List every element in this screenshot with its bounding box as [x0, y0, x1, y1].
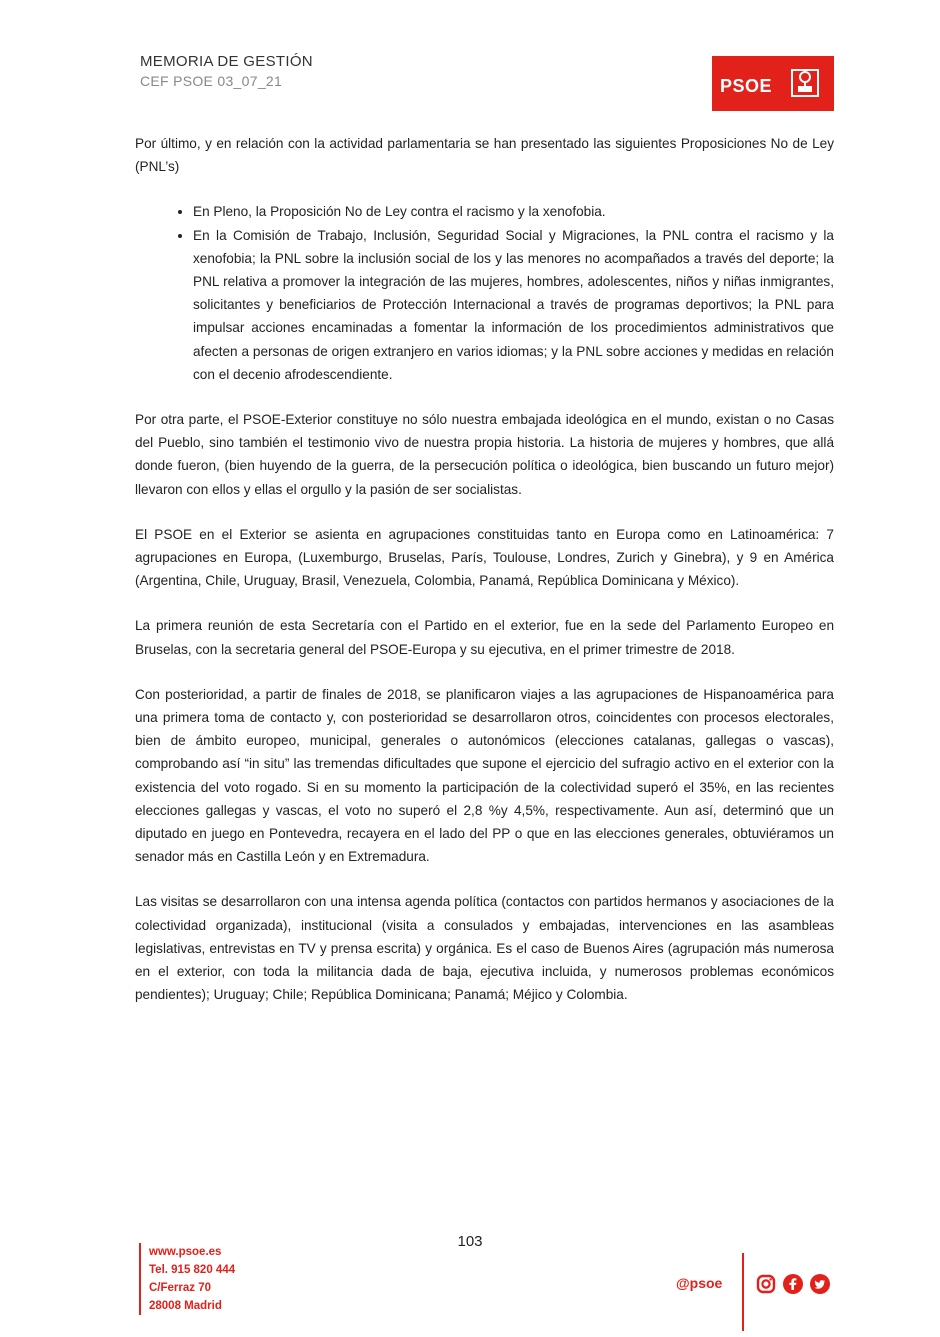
list-item: • En la Comisión de Trabajo, Inclusión, Seguridad Social y Migraciones, la PNL contra el racismo y la xenofobia; la PNL sobre la inclusión social de los y las menores no acompañados a través del deporte; la PNL relativa a promover la integración de las mujeres, hombres, adolescentes, niños y niñas inmigrantes, solicitantes y beneficiarios de Protección Internacional a través de programas deportivos; la PNL para impulsar acciones encaminadas a fomentar la información de los procedimientos administrativos que afecten a personas de origen extranjero en varios idiomas; y la PNL sobre acciones y medidas en relación con el decenio afrodescendiente. — [193, 224, 834, 386]
footer-contact — [139, 1243, 235, 1315]
pnl-list — [135, 200, 834, 386]
header-subtitle: CEF PSOE 03_07_21 — [140, 73, 283, 89]
page-number: 103 — [457, 1233, 483, 1250]
footer-city: 28008 Madrid — [149, 1300, 222, 1312]
paragraph: La primera reunión de esta Secretaría con el Partido en el exterior, fue en la sede del Parlamento Europeo en Bruselas, con la secretaria general del PSOE-Europa y su ejecutiva, en el primer trimestre de 2018. — [135, 618, 834, 657]
logo-text: PSOE — [720, 76, 773, 96]
footer-divider — [742, 1253, 744, 1331]
footer-website[interactable]: www.psoe.es — [149, 1246, 222, 1258]
paragraph: Con posterioridad, a partir de finales de 2018, se planificaron viajes a las agrupaciones de Hispanoamérica para una primera toma de contacto y, con posterioridad se desarrollaron otros, coincidentes con procesos electorales, bien de ámbito europeo, municipal, generales o autonómicos (elecciones catalanas, gallegas o vascas), comprobando así “in situ” las tremendas dificultades que supone el ejercicio del sufragio activo en el exterior con la existencia del voto rogado. Si en su momento la participación de la colectividad superó el 35%, en las recientes elecciones gallegas y vascas, el voto no superó el 2,8 %y 4,5%, respectivamente. Aun así, determinó que un diputado en juego en Pontevedra, recayera en el lado del PP o que en las elecciones generales, obtuviéramos un senador más en Castilla León y en Extremadura. — [135, 686, 834, 865]
footer-handle[interactable]: @psoe — [676, 1275, 723, 1291]
footer-phone: Tel. 915 820 444 — [149, 1264, 236, 1276]
footer-address: C/Ferraz 70 — [149, 1282, 212, 1294]
document-body — [135, 132, 834, 1029]
intro-paragraph: Por último, y en relación con la actividad parlamentaria se han presentado las siguientes Proposiciones No de Ley (PNL’s) — [135, 136, 834, 175]
rose-fist-icon — [786, 64, 824, 102]
paragraph: Por otra parte, el PSOE-Exterior constituye no sólo nuestra embajada ideológica en el mundo, existan o no Casas del Pueblo, sino también el testimonio vivo de nuestra propia historia. La historia de mujeres y hombres, que allá donde fueron, (bien huyendo de la guerra, de la persecución política o ideológica, bien buscando un futuro mejor) llevaron con ellos y ellas el orgullo y la pasión de ser socialistas. — [135, 412, 834, 497]
instagram-icon[interactable] — [756, 1274, 776, 1294]
psoe-logo — [712, 56, 834, 111]
paragraph: Las visitas se desarrollaron con una intensa agenda política (contactos con partidos hermanos y asociaciones de la colectividad organizada), institucional (visita a consulados y embajadas, intervenciones en las asambleas legislativas, entrevistas en TV y prensa escrita) y orgánica. Es el caso de Buenos Aires (agrupación más numerosa en el exterior, con toda la militancia dada de baja, ejecutiva incluida, y numerosos problemas económicos pendientes); Uruguay; Chile; República Dominicana; Panamá; Méjico y Colombia. — [135, 894, 834, 1003]
facebook-icon[interactable] — [783, 1274, 803, 1294]
paragraph: El PSOE en el Exterior se asienta en agrupaciones constituidas tanto en Europa como en Latinoamérica: 7 agrupaciones en Europa, (Luxemburgo, Bruselas, París, Toulouse, Londres, Zurich y Ginebra), y 9 en América (Argentina, Chile, Uruguay, Brasil, Venezuela, Colombia, Panamá, República Dominicana y México). — [135, 526, 834, 589]
twitter-icon[interactable] — [810, 1274, 830, 1294]
header-title: MEMORIA DE GESTIÓN — [140, 53, 313, 70]
list-item: • En Pleno, la Proposición No de Ley contra el racismo y la xenofobia. — [193, 200, 834, 223]
